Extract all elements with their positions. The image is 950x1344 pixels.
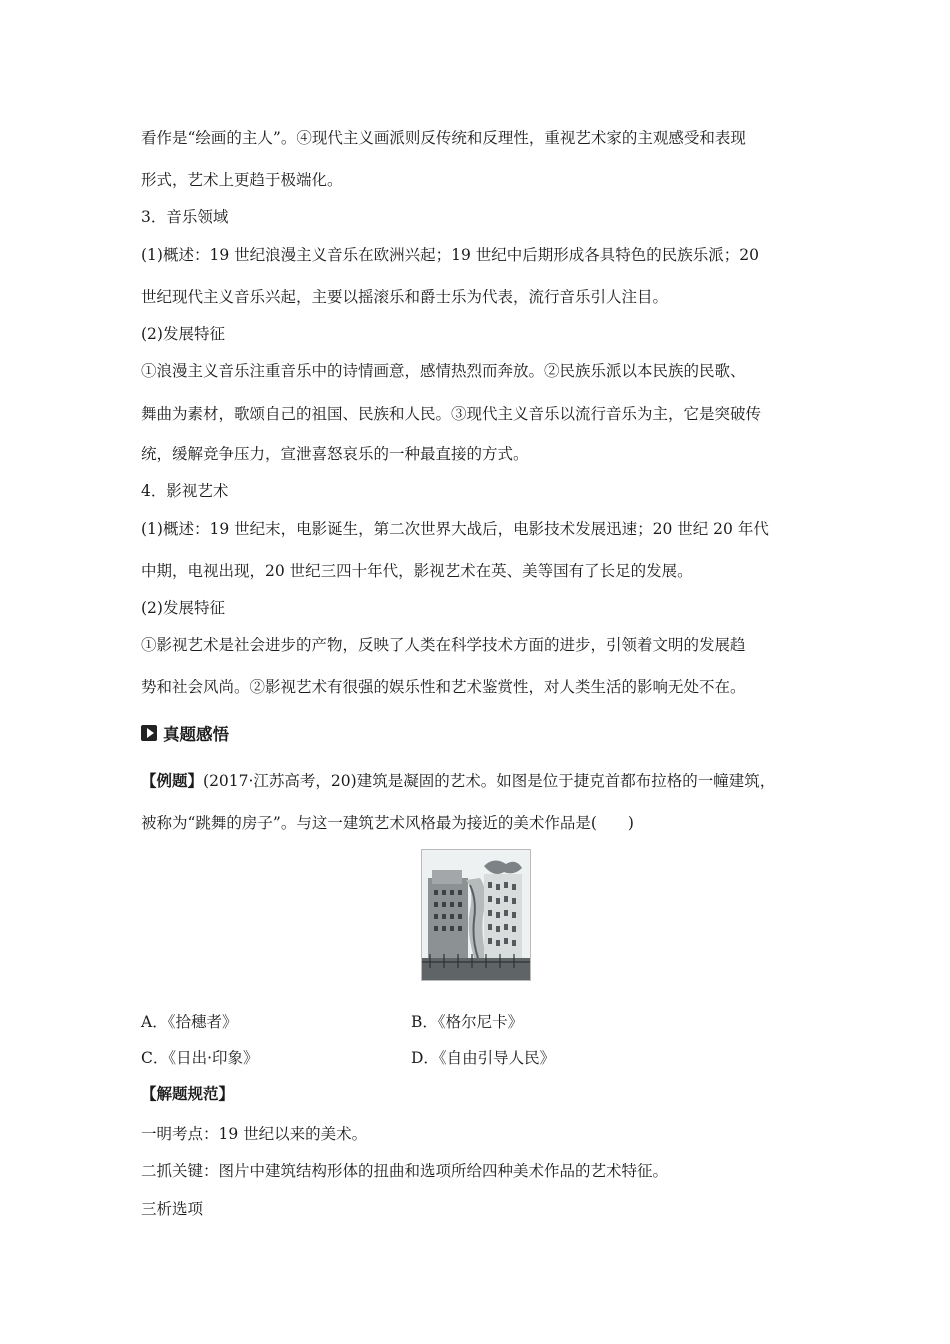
solution-label: 【解题规范】: [141, 1085, 235, 1103]
paragraph-line: ①影视艺术是社会进步的产物，反映了人类在科学技术方面的进步，引领着文明的发展趋: [141, 636, 746, 654]
play-triangle-icon: [141, 725, 157, 741]
example-label: 【例题】: [141, 772, 204, 790]
subheading: (2)发展特征: [141, 599, 225, 617]
paragraph-line: 形式，艺术上更趋于极端化。: [141, 171, 343, 189]
paragraph-line: (1)概述：19 世纪浪漫主义音乐在欧洲兴起；19 世纪中后期形成各具特色的民族乐派；20: [141, 246, 759, 264]
paragraph-line: (1)概述：19 世纪末，电影诞生，第二次世界大战后，电影技术发展迅速；20 世纪 20 年代: [141, 520, 769, 538]
film-heading: 4．影视艺术: [141, 482, 229, 500]
option-c: C．《日出·印象》: [141, 1049, 259, 1067]
option-a: A．《拾穗者》: [141, 1013, 238, 1031]
paragraph-line: 舞曲为素材，歌颂自己的祖国、民族和人民。③现代主义音乐以流行音乐为主，它是突破传: [141, 405, 762, 423]
example-text: (2017·江苏高考，20)建筑是凝固的艺术。如图是位于捷克首都布拉格的一幢建筑，: [203, 772, 776, 790]
example-line: [141, 771, 775, 791]
example-line: 被称为“跳舞的房子”。与这一建筑艺术风格最为接近的美术作品是( ): [141, 814, 634, 832]
paragraph-line: 世纪现代主义音乐兴起，主要以摇滚乐和爵士乐为代表，流行音乐引人注目。: [141, 288, 669, 306]
solution-step: 二抓关键：图片中建筑结构形体的扭曲和选项所给四种美术作品的艺术特征。: [141, 1162, 669, 1180]
paragraph-line: 看作是“绘画的主人”。④现代主义画派则反传统和反理性，重视艺术家的主观感受和表现: [141, 129, 746, 147]
paragraph-line: ①浪漫主义音乐注重音乐中的诗情画意，感情热烈而奔放。②民族乐派以本民族的民歌、: [141, 362, 746, 380]
paragraph-line: 统，缓解竞争压力，宣泄喜怒哀乐的一种最直接的方式。: [141, 445, 529, 463]
option-b: B．《格尔尼卡》: [411, 1013, 524, 1031]
option-d: D．《自由引导人民》: [411, 1049, 556, 1067]
solution-step: 一明考点：19 世纪以来的美术。: [141, 1125, 368, 1143]
paragraph-line: 中期，电视出现，20 世纪三四十年代，影视艺术在英、美等国有了长足的发展。: [141, 562, 693, 580]
solution-step: 三析选项: [141, 1200, 204, 1218]
paragraph-line: 势和社会风尚。②影视艺术有很强的娱乐性和艺术鉴赏性，对人类生活的影响无处不在。: [141, 678, 746, 696]
dancing-house-photo: [421, 849, 531, 981]
section-heading: [141, 721, 229, 745]
music-heading: 3．音乐领域: [141, 208, 229, 226]
section-title: 真题感悟: [163, 725, 229, 744]
subheading: (2)发展特征: [141, 325, 225, 343]
